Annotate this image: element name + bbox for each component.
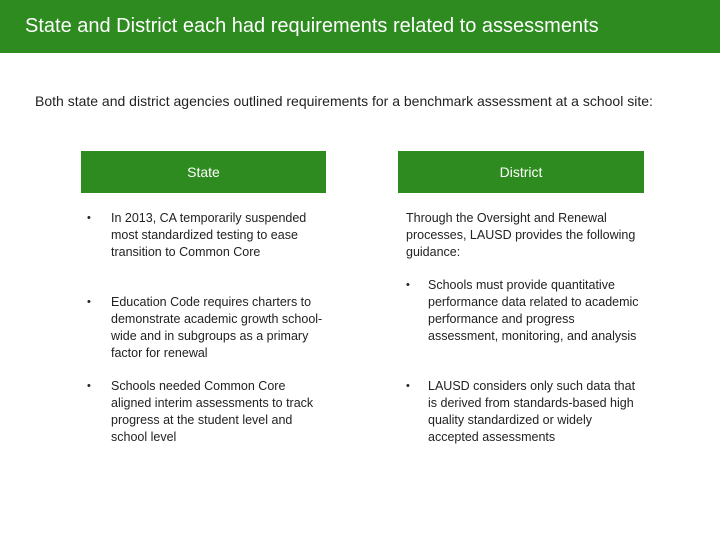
state-column-header [81, 151, 326, 193]
state-bullet-text: Education Code requires charters to demonstrate academic growth school-wide and in subgroups as a primary factor for renewal [111, 295, 323, 360]
bullet-icon: • [87, 296, 91, 308]
page-title: State and District each had requirements related to assessments [25, 15, 599, 37]
district-heading: District [499, 164, 543, 180]
bullet-icon: • [87, 212, 91, 224]
state-bullet-text: In 2013, CA temporarily suspended most standardized testing to ease transition to Common Core [111, 211, 307, 259]
state-heading: State [187, 164, 220, 180]
list-item [0, 277, 720, 367]
state-bullet-text: Schools needed Common Core aligned interim assessments to track progress at the student level and school level [111, 379, 314, 444]
list-item [0, 378, 720, 468]
bullet-icon: • [406, 380, 410, 392]
intro-text: Both state and district agencies outlined requirements for a benchmark assessment at a school site: [35, 93, 653, 109]
title-bar [0, 0, 720, 53]
bullet-icon: • [87, 380, 91, 392]
district-bullet-text: LAUSD considers only such data that is derived from standards-based high quality standardized or widely accepted assessments [428, 379, 636, 444]
bullet-icon: • [406, 279, 410, 291]
district-column-header [398, 151, 644, 193]
district-bullet-text: Schools must provide quantitative performance data related to academic performance and progress assessment, monitoring, and analysis [428, 278, 639, 343]
district-intro-text: Through the Oversight and Renewal processes, LAUSD provides the following guidance: [406, 211, 636, 259]
